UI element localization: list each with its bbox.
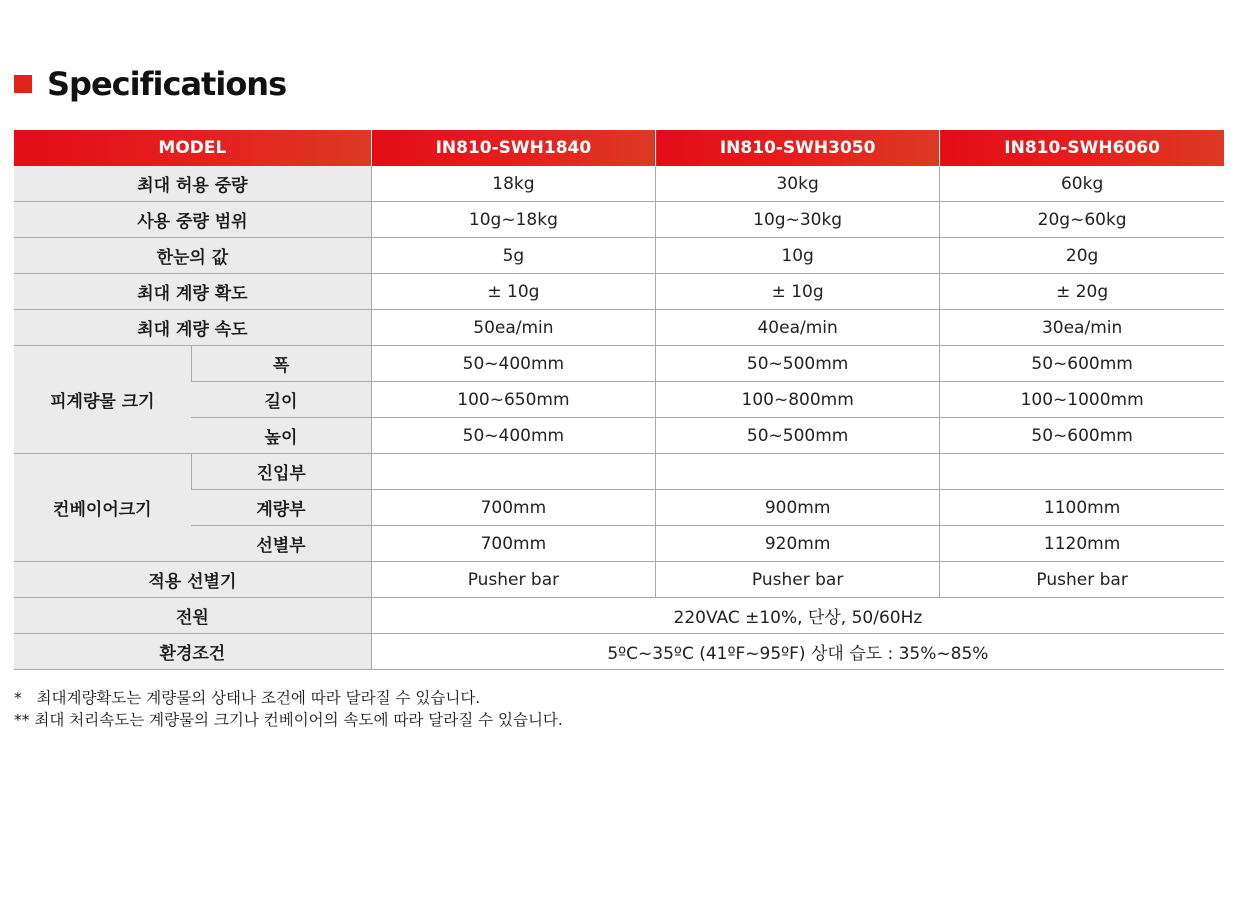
table-row-division: [14, 238, 1224, 274]
table-row-speed: [14, 310, 1224, 346]
sub-label: 선별부: [191, 526, 371, 562]
footnote-1: * 최대계량확도는 계량물의 상태나 조건에 따라 달라질 수 있습니다.: [14, 689, 481, 707]
sub-label: 높이: [191, 418, 371, 454]
sub-label: 진입부: [191, 454, 371, 490]
row-label: 최대 계량 속도: [14, 310, 371, 346]
row-label: 전원: [14, 598, 371, 634]
table-cell: 40ea/min: [656, 310, 940, 346]
table-row-conveyor-weighing: [14, 490, 1224, 526]
table-row-product-length: [14, 382, 1224, 418]
sub-label: 계량부: [191, 490, 371, 526]
sub-label: 길이: [191, 382, 371, 418]
table-cell: 5g: [371, 238, 655, 274]
table-cell: [940, 454, 1224, 490]
row-label: 사용 중량 범위: [14, 202, 371, 238]
table-cell: 60kg: [940, 166, 1224, 202]
row-label: 최대 허용 중량: [14, 166, 371, 202]
table-cell: [371, 454, 655, 490]
table-header-row: [14, 130, 1224, 166]
table-cell: 700mm: [371, 526, 655, 562]
table-cell: 1100mm: [940, 490, 1224, 526]
table-cell: 50~400mm: [371, 418, 655, 454]
table-cell: 900mm: [656, 490, 940, 526]
header-model-3: IN810-SWH6060: [940, 130, 1224, 166]
table-cell: 100~1000mm: [940, 382, 1224, 418]
table-cell: 10g~30kg: [656, 202, 940, 238]
table-cell: 920mm: [656, 526, 940, 562]
table-cell: Pusher bar: [371, 562, 655, 598]
table-cell: 50~600mm: [940, 418, 1224, 454]
table-row-environment: [14, 634, 1224, 670]
header-model-2: IN810-SWH3050: [656, 130, 940, 166]
table-cell: 50~500mm: [656, 418, 940, 454]
table-cell: ± 20g: [940, 274, 1224, 310]
footnote-2: ** 최대 처리속도는 계량물의 크기나 컨베이어의 속도에 따라 달라질 수 있습니다.: [14, 711, 563, 729]
table-row-conveyor-rejector: [14, 526, 1224, 562]
table-cell: Pusher bar: [940, 562, 1224, 598]
table-cell-merged: 5ºC~35ºC (41ºF~95ºF) 상대 습도 : 35%~85%: [371, 634, 1224, 670]
table-cell: 100~800mm: [656, 382, 940, 418]
table-row-conveyor-infeed: [14, 454, 1224, 490]
row-label: 환경조건: [14, 634, 371, 670]
table-cell: 50~400mm: [371, 346, 655, 382]
table-cell: [656, 454, 940, 490]
row-label: 한눈의 값: [14, 238, 371, 274]
table-cell: 50~600mm: [940, 346, 1224, 382]
table-cell: 1120mm: [940, 526, 1224, 562]
table-cell: 50~500mm: [656, 346, 940, 382]
table-row-max-capacity: [14, 166, 1224, 202]
heading-bullet-square: [14, 75, 32, 93]
table-row-accuracy: [14, 274, 1224, 310]
page-title: Specifications: [47, 65, 287, 103]
group-label-product-size: 피계량물 크기: [14, 346, 191, 454]
row-label: 적용 선별기: [14, 562, 371, 598]
table-cell: Pusher bar: [656, 562, 940, 598]
table-row-rejector-type: [14, 562, 1224, 598]
group-label-conveyor-size: 컨베이어크기: [14, 454, 191, 562]
table-cell: 18kg: [371, 166, 655, 202]
table-cell: 100~650mm: [371, 382, 655, 418]
table-cell: ± 10g: [656, 274, 940, 310]
table-cell: 10g: [656, 238, 940, 274]
header-model-1: IN810-SWH1840: [371, 130, 655, 166]
table-cell-merged: 220VAC ±10%, 단상, 50/60Hz: [371, 598, 1224, 634]
footnotes: [14, 687, 563, 731]
table-cell: 30ea/min: [940, 310, 1224, 346]
table-cell: 20g~60kg: [940, 202, 1224, 238]
table-row-product-height: [14, 418, 1224, 454]
table-cell: 700mm: [371, 490, 655, 526]
specifications-table: [14, 130, 1224, 670]
table-cell: 10g~18kg: [371, 202, 655, 238]
table-row-product-width: [14, 346, 1224, 382]
table-row-power: [14, 598, 1224, 634]
row-label: 최대 계량 확도: [14, 274, 371, 310]
table-cell: ± 10g: [371, 274, 655, 310]
sub-label: 폭: [191, 346, 371, 382]
table-cell: 20g: [940, 238, 1224, 274]
table-cell: 50ea/min: [371, 310, 655, 346]
section-heading: [14, 62, 286, 106]
header-model-label: MODEL: [14, 130, 371, 166]
table-cell: 30kg: [656, 166, 940, 202]
table-row-weight-range: [14, 202, 1224, 238]
